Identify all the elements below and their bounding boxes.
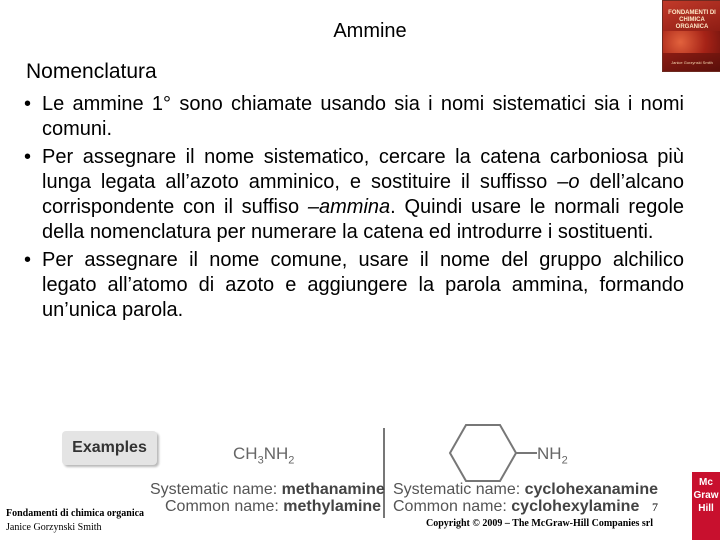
methyl-common-name <box>165 498 381 516</box>
systematic-value: cyclohexanamine <box>524 481 659 498</box>
slide-subtitle: Nomenclatura <box>26 60 157 83</box>
cover-author: Janice Gorzynski Smith <box>671 60 713 65</box>
ring-amine-subscript: 2 <box>561 454 568 467</box>
examples-label: Examples <box>62 431 157 465</box>
examples-divider <box>383 428 385 518</box>
ring-amine-text: NH <box>537 444 562 463</box>
page-number: 7 <box>652 500 658 514</box>
bullet-item <box>24 248 684 323</box>
bullet-text: Per assegnare il nome sistematico, cercare la catena carboniosa più lunga legata all’azoto amminico, e sostituire il suffisso <box>42 146 684 193</box>
bullet-text: –ammina <box>307 196 391 218</box>
formula-nh-subscript: 2 <box>288 454 295 467</box>
cyclohexane-ring <box>450 425 516 481</box>
bullet-text: Per assegnare il nome comune, usare il nome del gruppo alchilico legato all’atomo di azoto e aggiungere la parola ammina, formando un’unica parola. <box>42 249 684 321</box>
cyclohexyl-systematic-name <box>393 481 658 499</box>
cyclohexane-ring-structure <box>440 423 540 483</box>
formula-ch: CH <box>233 444 258 463</box>
cover-flower-art <box>663 31 720 53</box>
footer-book-info <box>6 507 144 535</box>
systematic-value: methanamine <box>281 481 385 498</box>
bullet-text: dell’alcano corrispondente con il suffiso <box>42 171 684 218</box>
footer-copyright: Copyright © 2009 – The McGraw-Hill Companies srl <box>426 518 654 529</box>
ring-amine-group <box>537 444 568 466</box>
footer-book-title: Fondamenti di chimica organica <box>6 508 145 519</box>
common-value: methylamine <box>283 498 382 515</box>
bullet-dot: • <box>24 146 32 168</box>
systematic-label: Systematic name: <box>393 481 525 498</box>
common-value: cyclohexylamine <box>511 498 640 515</box>
footer-author: Janice Gorzynski Smith <box>6 522 102 533</box>
methylamine-formula <box>233 444 294 466</box>
formula-ch-subscript: 3 <box>257 454 264 467</box>
bullet-text: –o <box>557 171 580 193</box>
slide-title: Ammine <box>333 20 407 42</box>
methyl-systematic-name <box>150 481 385 499</box>
bullet-item <box>24 92 684 142</box>
bullet-text: Le ammine 1° sono chiamate usando sia i nomi sistematici sia i nomi comuni. <box>42 93 684 140</box>
formula-nh: NH <box>263 444 289 463</box>
bullet-dot: • <box>24 93 32 115</box>
common-label: Common name: <box>165 498 284 515</box>
book-cover-image <box>662 0 720 72</box>
common-label: Common name: <box>393 498 512 515</box>
cover-title: FONDAMENTI DI CHIMICA ORGANICA <box>668 10 716 30</box>
publisher-logo: Mc Graw Hill <box>692 472 720 540</box>
bullet-list <box>24 92 684 326</box>
bullet-dot: • <box>24 249 32 271</box>
systematic-label: Systematic name: <box>150 481 282 498</box>
bullet-text: . Quindi usare le normali regole della nomenclatura per numerare la catena ed introdurre i sostituenti. <box>42 196 685 243</box>
cyclohexyl-common-name <box>393 498 639 516</box>
bullet-item <box>24 145 684 245</box>
